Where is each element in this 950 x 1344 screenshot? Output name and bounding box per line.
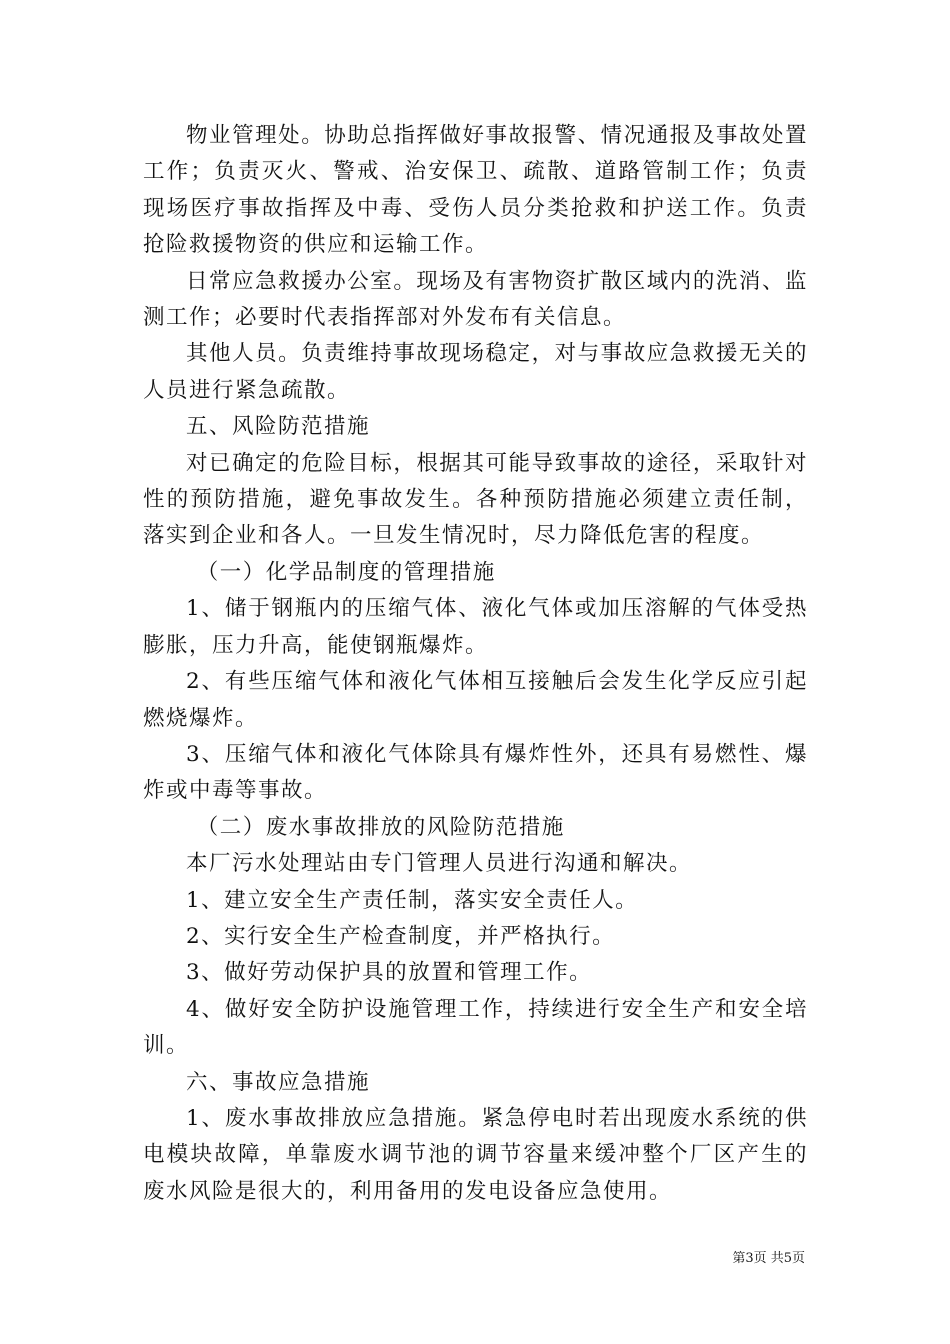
- subheading-wastewater-risk: （二）废水事故排放的风险防范措施: [196, 814, 565, 840]
- list-item-chemical-3: 3、压缩气体和液化气体除具有爆炸性外，还具有易燃性、爆炸或中毒等事故。: [143, 741, 808, 804]
- list-item-wastewater-3: 3、做好劳动保护具的放置和管理工作。: [186, 960, 593, 986]
- document-body: [143, 118, 808, 1210]
- list-item-wastewater-2: 2、实行安全生产检查制度，并严格执行。: [186, 923, 616, 949]
- section-heading-risk-prevention: 五、风险防范措施: [186, 414, 371, 440]
- paragraph-risk-intro: 对已确定的危险目标，根据其可能导致事故的途径，采取针对性的预防措施，避免事故发生。各种预防措施必须建立责任制，落实到企业和各人。一旦发生情况时，尽力降低危害的程度。: [143, 450, 808, 549]
- list-item-emergency-1: 1、废水事故排放应急措施。紧急停电时若出现废水系统的供电模块故障，单靠废水调节池的调节容量来缓冲整个厂区产生的废水风险是很大的，利用备用的发电设备应急使用。: [143, 1105, 808, 1204]
- paragraph-other-personnel: 其他人员。负责维持事故现场稳定，对与事故应急救援无关的人员进行紧急疏散。: [143, 341, 808, 403]
- paragraph-sewage-station: 本厂污水处理站由专门管理人员进行沟通和解决。: [186, 851, 693, 877]
- paragraph-property-management: 物业管理处。协助总指挥做好事故报警、情况通报及事故处置工作；负责灭火、警戒、治安保卫、疏散、道路管制工作；负责现场医疗事故指挥及中毒、受伤人员分类抢救和护送工作。负责抢险救援物资的供应和运输工作。: [143, 123, 808, 258]
- subheading-chemical-management: （一）化学品制度的管理措施: [196, 559, 496, 585]
- list-item-chemical-2: 2、有些压缩气体和液化气体相互接触后会发生化学反应引起燃烧爆炸。: [143, 669, 808, 731]
- list-item-wastewater-4: 4、做好安全防护设施管理工作，持续进行安全生产和安全培训。: [143, 996, 808, 1059]
- page-number-footer: 第3页 共5页: [732, 1251, 805, 1266]
- list-item-wastewater-1: 1、建立安全生产责任制，落实安全责任人。: [186, 887, 639, 913]
- section-heading-emergency-measures: 六、事故应急措施: [186, 1069, 371, 1095]
- paragraph-emergency-office: 日常应急救援办公室。现场及有害物资扩散区域内的洗消、监测工作；必要时代表指挥部对外发布有关信息。: [143, 268, 808, 331]
- list-item-chemical-1: 1、储于钢瓶内的压缩气体、液化气体或加压溶解的气体受热膨胀，压力升高，能使钢瓶爆炸。: [143, 596, 808, 658]
